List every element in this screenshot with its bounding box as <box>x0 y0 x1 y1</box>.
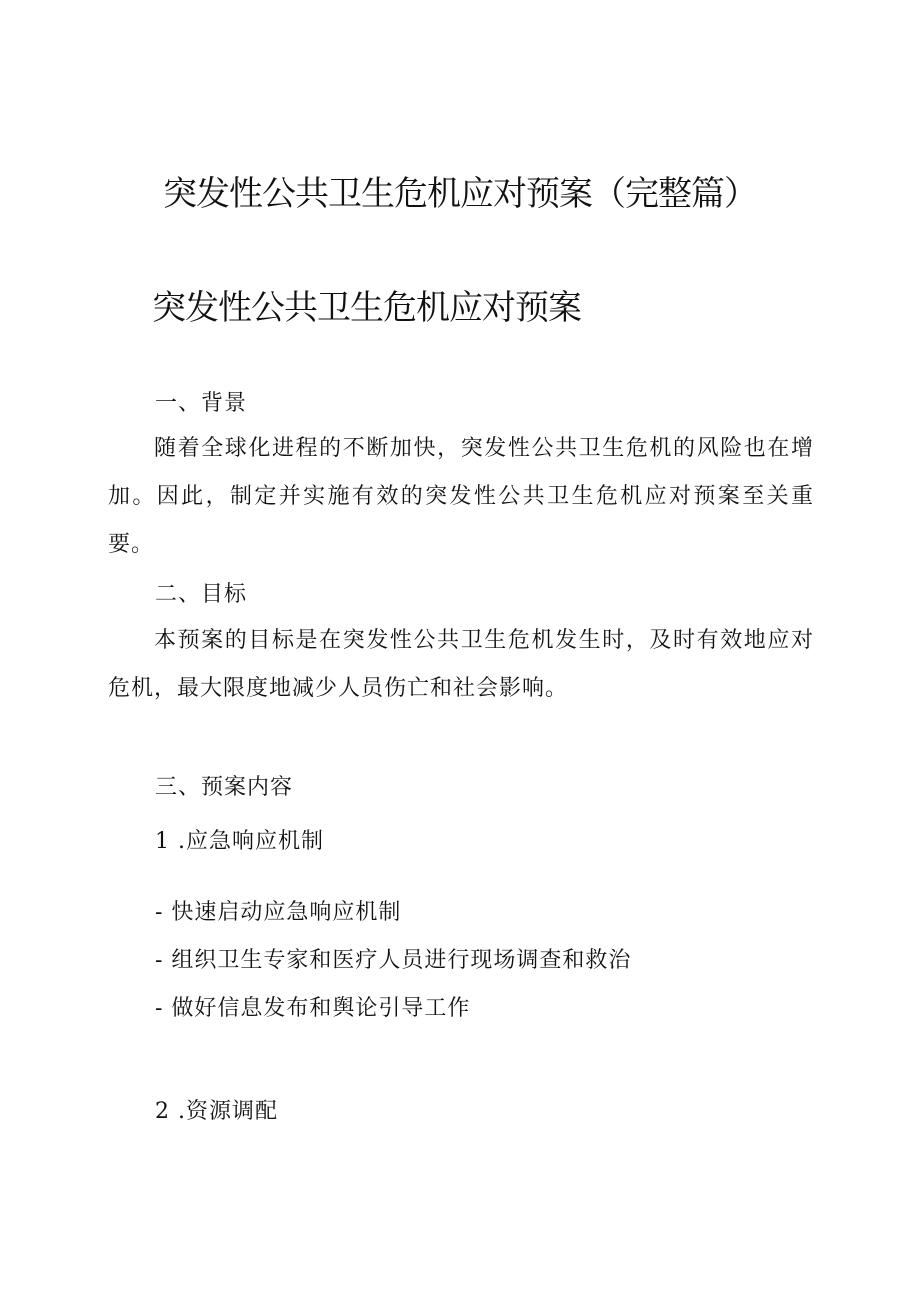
list-item: - 快速启动应急响应机制 <box>155 900 402 925</box>
list-item: - 做好信息发布和舆论引导工作 <box>155 996 471 1021</box>
subsection-heading-resource-allocation: 2 .资源调配 <box>155 1099 278 1124</box>
document-title: 突发性公共卫生危机应对预案（完整篇） <box>163 174 757 214</box>
section-paragraph-background: 随着全球化进程的不断加快，突发性公共卫生危机的风险也在增加。因此，制定并实施有效的突发性公共卫生危机应对预案至关重要。 <box>108 436 814 557</box>
list-item: - 组织卫生专家和医疗人员进行现场调查和救治 <box>155 948 632 973</box>
document-subtitle: 突发性公共卫生危机应对预案 <box>152 288 581 328</box>
subsection-heading-emergency-response: 1 .应急响应机制 <box>155 829 324 854</box>
section-heading-goal: 二、目标 <box>155 582 248 607</box>
section-paragraph-goal: 本预案的目标是在突发性公共卫生危机发生时，及时有效地应对危机，最大限度地减少人员伤亡和社会影响。 <box>108 628 814 701</box>
section-heading-background: 一、背景 <box>155 391 248 416</box>
section-heading-plan-content: 三、预案内容 <box>155 775 294 800</box>
